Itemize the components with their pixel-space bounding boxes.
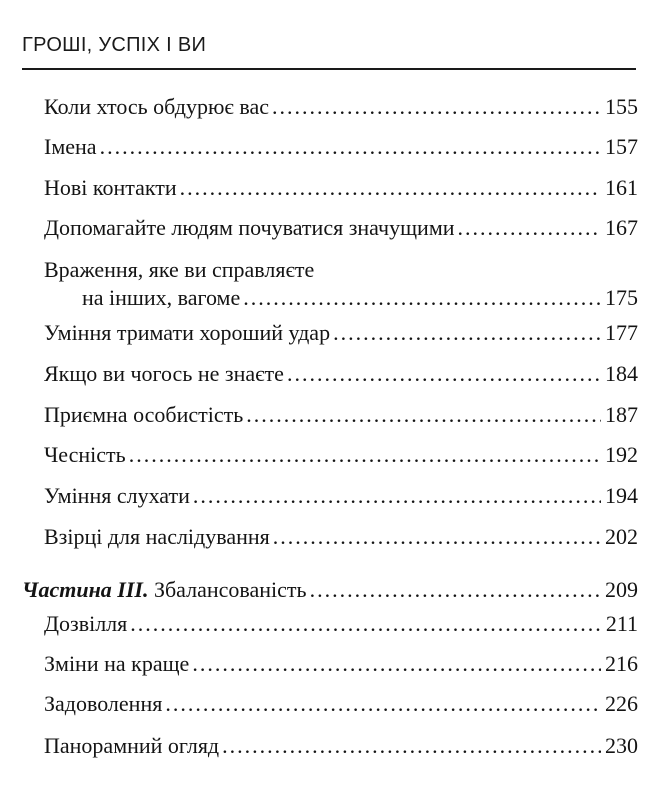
toc-entry-line xyxy=(44,320,638,346)
toc-page-number: 167 xyxy=(605,215,638,240)
toc-entry xyxy=(44,257,638,311)
toc-entry-title-line1: Враження, яке ви справляєте xyxy=(44,257,315,282)
toc-page-number: 230 xyxy=(605,733,638,758)
dot-leader xyxy=(130,611,602,637)
running-header: ГРОШІ, УСПІХ І ВИ xyxy=(22,34,207,56)
toc-entry-line xyxy=(44,175,638,201)
toc-entry-line xyxy=(44,524,638,550)
toc-page-number: 187 xyxy=(605,402,638,427)
toc-entry-line xyxy=(44,691,638,717)
toc-part-heading xyxy=(22,577,307,603)
toc-page-number: 157 xyxy=(605,134,638,159)
toc-entry xyxy=(44,215,638,241)
dot-leader xyxy=(310,577,601,603)
toc-entry-title: Нові контакти xyxy=(44,175,177,200)
toc-entry xyxy=(44,442,638,468)
toc-entry xyxy=(44,651,638,677)
dot-leader xyxy=(165,691,601,717)
toc-entry-title: Уміння тримати хороший удар xyxy=(44,320,331,345)
toc-entry-title: Коли хтось обдурює вас xyxy=(44,94,270,119)
toc-entry-title: Задоволення xyxy=(44,691,163,716)
toc-entry-line xyxy=(44,402,638,428)
toc-page-number: 177 xyxy=(605,320,638,345)
toc-page-number: 194 xyxy=(605,483,638,508)
toc-entry-title: Допомагайте людям почуватися значущими xyxy=(44,215,455,240)
toc-entry-title: Уміння слухати xyxy=(44,483,190,508)
toc-entry xyxy=(44,134,638,160)
dot-leader xyxy=(333,320,601,346)
toc-entry-line xyxy=(44,94,638,120)
toc-page-number: 192 xyxy=(605,442,638,467)
toc-entry xyxy=(44,175,638,201)
toc-page-number: 211 xyxy=(605,611,638,636)
toc-entry-title: Взірці для наслідування xyxy=(44,524,270,549)
dot-leader xyxy=(129,442,601,468)
dot-leader xyxy=(246,402,601,428)
dot-leader xyxy=(287,361,601,387)
toc-entry-line xyxy=(44,483,638,509)
toc-entry-line xyxy=(44,285,638,311)
toc-page-number: 184 xyxy=(605,361,638,386)
dot-leader xyxy=(273,524,601,550)
dot-leader xyxy=(100,134,601,160)
toc-entry-title: Панорамний огляд xyxy=(44,733,220,758)
toc-entry xyxy=(44,483,638,509)
toc-entry xyxy=(44,361,638,387)
toc-entry xyxy=(44,691,638,717)
dot-leader xyxy=(222,733,601,759)
toc-entry-title: Зміни на краще xyxy=(44,651,190,676)
dot-leader xyxy=(243,285,601,311)
toc-entry xyxy=(44,320,638,346)
toc-page-number: 161 xyxy=(605,175,638,200)
part-title: Збалансованість xyxy=(153,577,307,602)
toc-entry-line xyxy=(44,733,638,759)
toc-entry-title: Чесність xyxy=(44,442,126,467)
toc-entry-line xyxy=(44,215,638,241)
toc-entry xyxy=(44,524,638,550)
toc-entry xyxy=(44,733,638,759)
dot-leader xyxy=(192,651,601,677)
toc-page-number: 216 xyxy=(605,651,638,676)
toc-entry-line xyxy=(44,361,638,387)
toc-page-number: 155 xyxy=(605,94,638,119)
part-label: Частина III. xyxy=(22,577,149,602)
toc-entry-line xyxy=(44,611,638,637)
dot-leader xyxy=(180,175,601,201)
toc-entry-line xyxy=(44,442,638,468)
toc-page-number: 175 xyxy=(605,285,638,310)
dot-leader xyxy=(193,483,601,509)
toc-page-number: 209 xyxy=(605,577,638,602)
toc-entry-line xyxy=(44,651,638,677)
toc-entry-title: Імена xyxy=(44,134,97,159)
toc-entry-title-line2: на інших, вагоме xyxy=(82,285,241,310)
toc-entry-line xyxy=(44,134,638,160)
dot-leader xyxy=(458,215,601,241)
toc-page-number: 226 xyxy=(605,691,638,716)
toc-entry-title: Приємна особистість xyxy=(44,402,244,427)
toc-entry-line xyxy=(22,577,638,603)
toc-entry xyxy=(44,611,638,637)
toc-page-number: 202 xyxy=(605,524,638,549)
dot-leader xyxy=(272,94,601,120)
toc-entry-title: Якщо ви чогось не знаєте xyxy=(44,361,284,386)
toc-entry xyxy=(44,402,638,428)
toc-entry-title: Дозвілля xyxy=(44,611,128,636)
toc-part-entry xyxy=(22,577,638,603)
toc-entry xyxy=(44,94,638,120)
